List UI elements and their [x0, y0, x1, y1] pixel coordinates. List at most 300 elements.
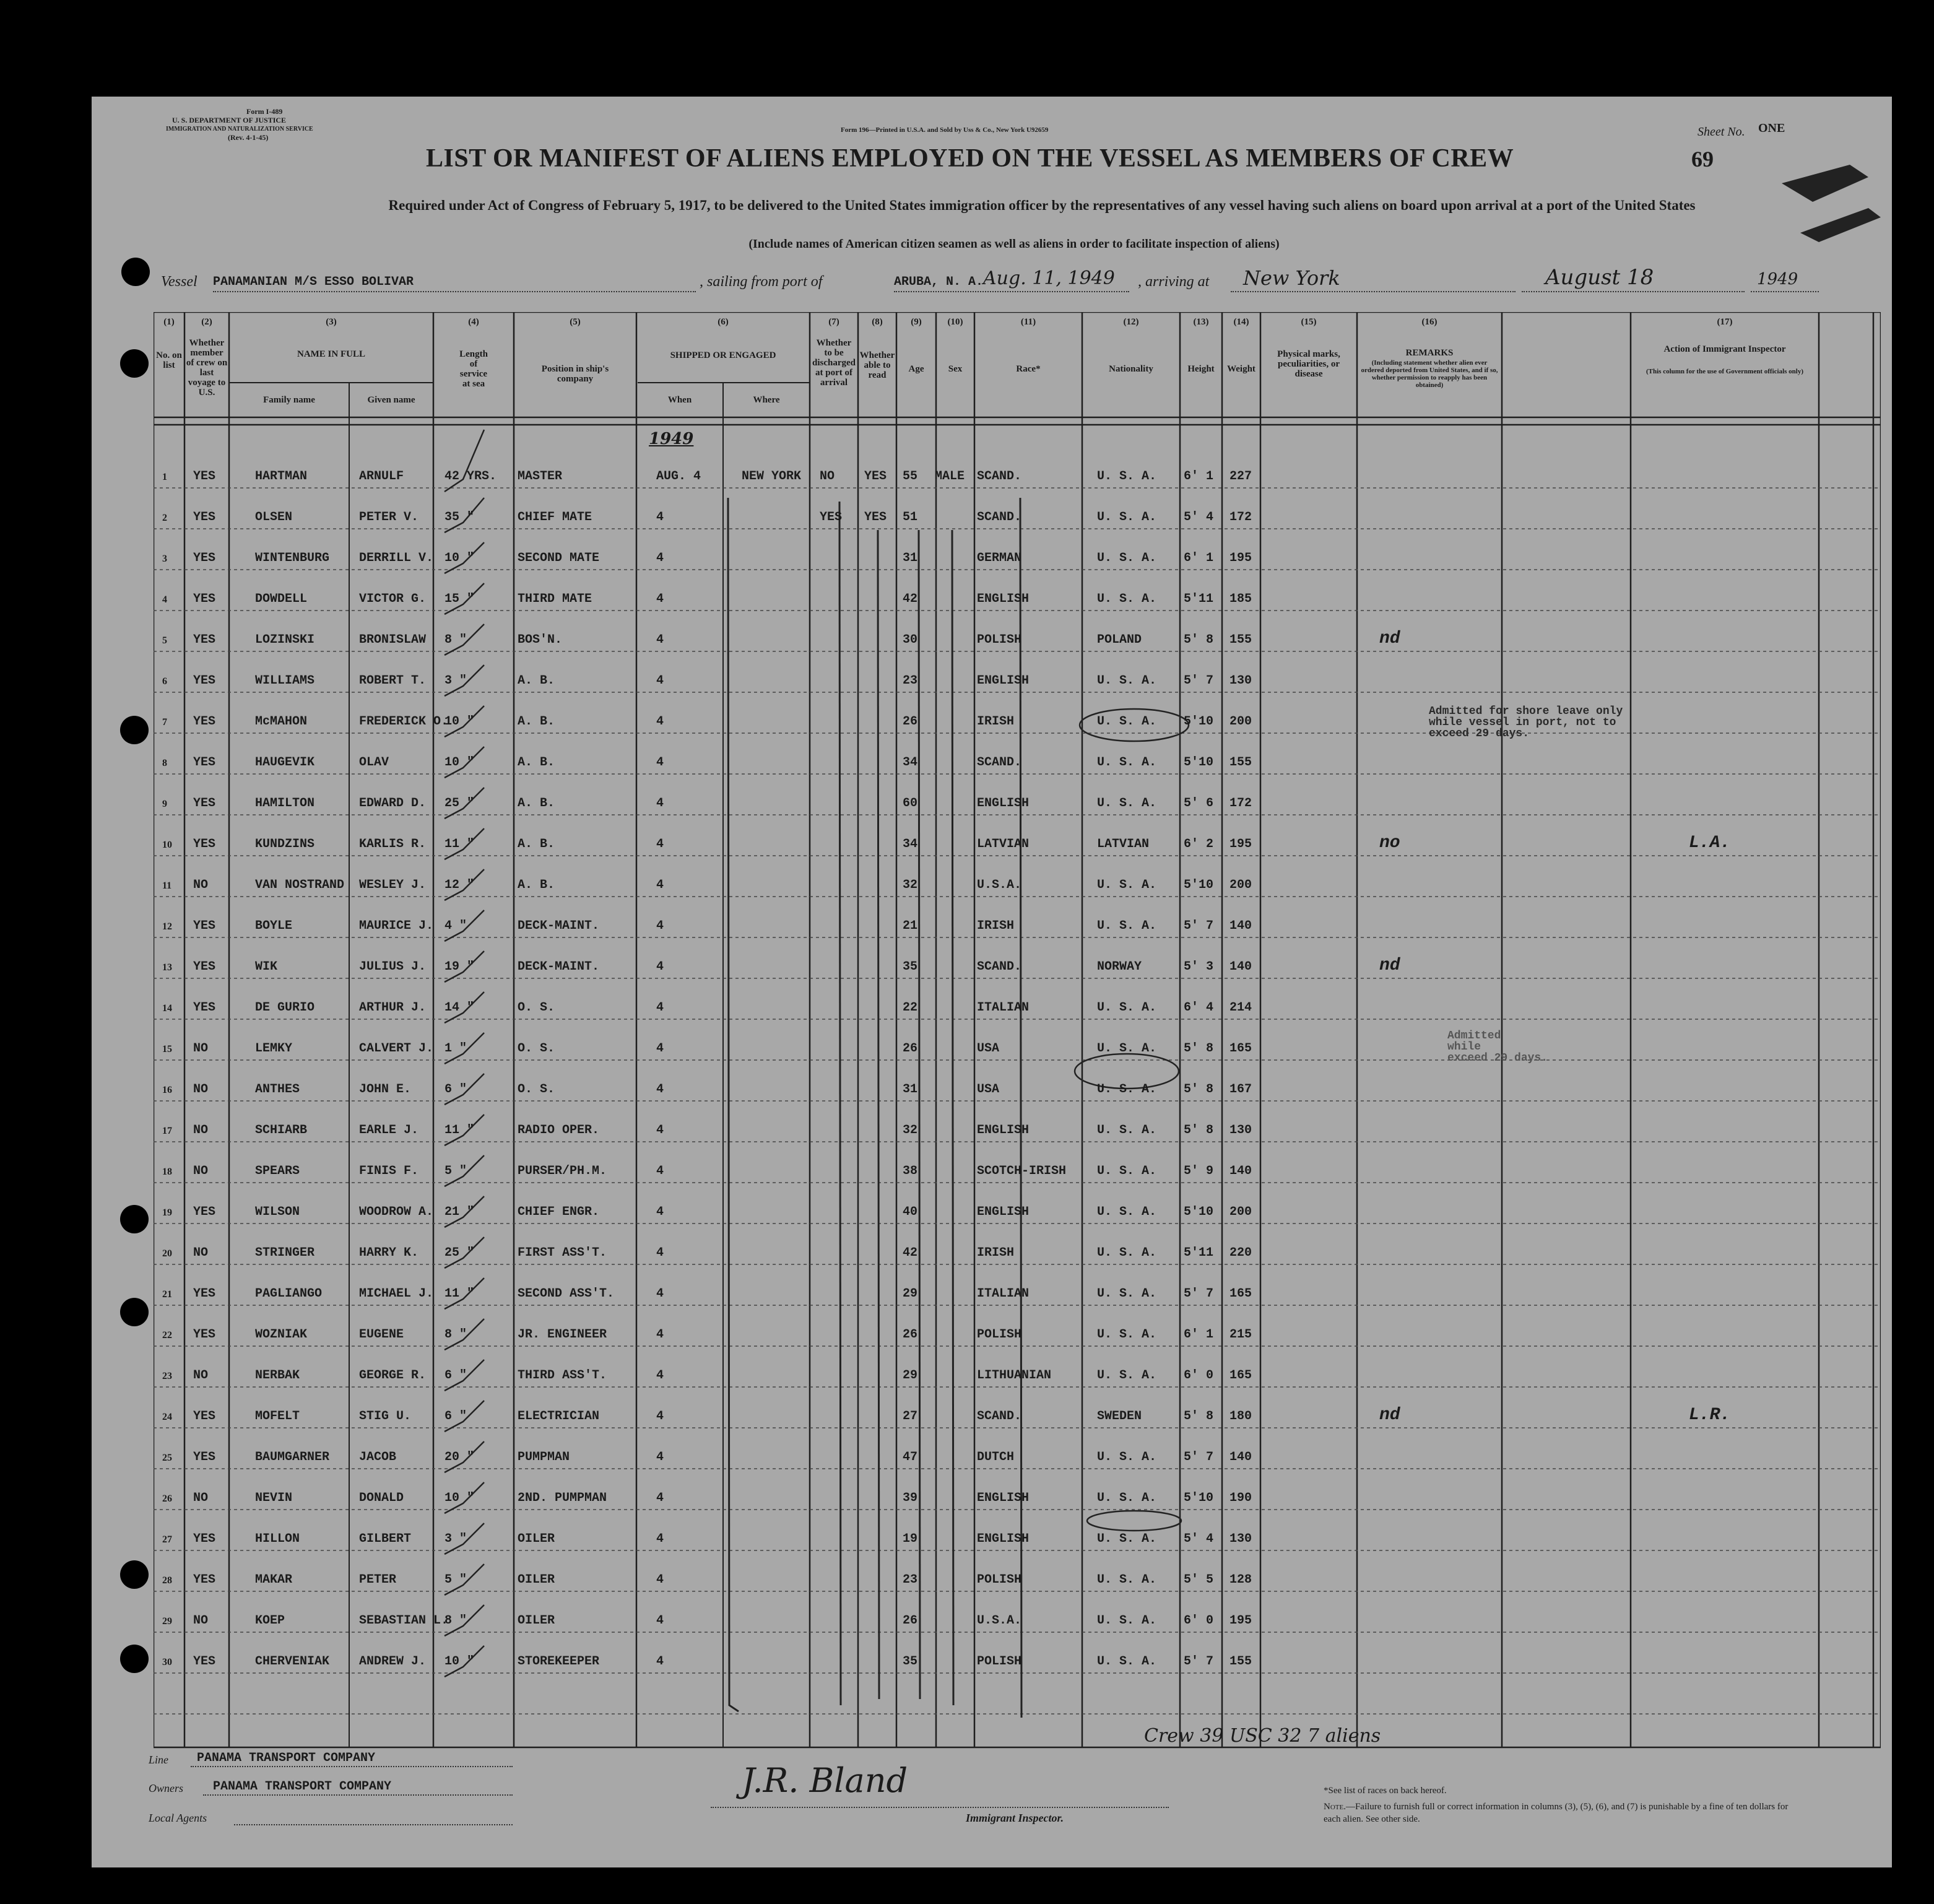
cell-remarks: no: [1379, 833, 1400, 853]
cell-service: 14 ": [444, 1001, 475, 1015]
cell-service: 10 ": [444, 1491, 475, 1505]
sheet-number: ONE: [1758, 121, 1785, 135]
cell-age: 26: [903, 1614, 918, 1628]
cell-no: 7: [162, 717, 167, 728]
cell-weight: 155: [1229, 1654, 1252, 1669]
cell-member: YES: [193, 796, 216, 811]
cell-family: LOZINSKI: [255, 633, 315, 647]
cell-position: O. S.: [518, 1001, 555, 1015]
cell-age: 60: [903, 796, 918, 811]
cell-given: ANDREW J.: [359, 1654, 427, 1669]
cell-family: WILSON: [255, 1205, 300, 1219]
cell-height: 6' 0: [1184, 1614, 1214, 1628]
cell-remarks: nd: [1379, 956, 1400, 975]
cell-weight: 172: [1229, 510, 1252, 524]
cell-race: GERMAN: [977, 551, 1022, 565]
cell-given: HARRY K.: [359, 1246, 419, 1260]
year-note: 1949: [649, 430, 694, 448]
printer-line: Form 196—Printed in U.S.A. and Sold by Uss & Co., New York U92659: [841, 126, 1049, 134]
cell-no: 28: [162, 1575, 172, 1586]
cell-sex: MALE: [935, 469, 965, 484]
cell-no: 22: [162, 1330, 172, 1341]
cell-no: 12: [162, 921, 172, 932]
cell-weight: 140: [1229, 919, 1252, 933]
table-row: [154, 1101, 1881, 1142]
cell-height: 5' 7: [1184, 674, 1214, 688]
service-name: IMMIGRATION AND NATURALIZATION SERVICE: [166, 126, 313, 133]
table-row: [154, 1510, 1881, 1550]
cell-member: NO: [193, 1246, 209, 1260]
line-value: PANAMA TRANSPORT COMPANY: [197, 1751, 376, 1765]
cell-family: MAKAR: [255, 1573, 293, 1587]
sailing-label: , sailing from port of: [700, 274, 823, 290]
owners-label: Owners: [149, 1782, 184, 1794]
cell-member: NO: [193, 1082, 209, 1097]
cell-no: 26: [162, 1493, 172, 1504]
binder-hole: [120, 1298, 149, 1326]
cell-position: DECK-MAINT.: [518, 919, 600, 933]
cell-member: YES: [193, 592, 216, 606]
cell-no: 19: [162, 1207, 172, 1218]
cell-given: EDWARD D.: [359, 796, 427, 811]
cell-race: SCAND.: [977, 469, 1022, 484]
col-11-number: (11): [1020, 317, 1036, 327]
cell-no: 9: [162, 799, 167, 809]
cell-weight: 140: [1229, 1164, 1252, 1178]
cell-member: YES: [193, 1573, 216, 1587]
cell-no: 30: [162, 1657, 172, 1667]
agency-name: U. S. DEPARTMENT OF JUSTICE: [172, 116, 287, 124]
cell-when: 4: [656, 1164, 664, 1178]
cell-weight: 220: [1229, 1246, 1252, 1260]
cell-height: 5' 6: [1184, 796, 1214, 811]
col-2-label: Whether member of crew on last voyage to U.S.: [186, 338, 228, 398]
cell-family: DOWDELL: [255, 592, 308, 606]
cell-when: 4: [656, 1491, 664, 1505]
cell-position: OILER: [518, 1532, 555, 1546]
cell-given: JACOB: [359, 1450, 397, 1464]
owners-value: PANAMA TRANSPORT COMPANY: [213, 1780, 392, 1794]
manifest-title: LIST OR MANIFEST OF ALIENS EMPLOYED ON THE VESSEL AS MEMBERS OF CREW: [426, 144, 1514, 173]
cell-position: DECK-MAINT.: [518, 960, 600, 974]
cell-height: 6' 2: [1184, 837, 1214, 851]
cell-height: 5' 7: [1184, 1450, 1214, 1464]
cell-race: U.S.A.: [977, 1614, 1022, 1628]
col-6-label: SHIPPED OR ENGAGED: [670, 350, 776, 360]
table-row: [154, 1224, 1881, 1264]
col-3-number: (3): [326, 317, 337, 327]
cell-height: 5' 8: [1184, 1082, 1214, 1097]
col-10-number: (10): [947, 317, 963, 327]
cell-position: CHIEF MATE: [518, 510, 592, 524]
cell-height: 5'11: [1184, 1246, 1214, 1260]
cell-weight: 130: [1229, 1123, 1252, 1137]
cell-member: YES: [193, 755, 216, 770]
col-6-when-label: When: [667, 395, 692, 405]
cell-weight: 130: [1229, 1532, 1252, 1546]
cell-nationality: U. S. A.: [1097, 1491, 1157, 1505]
arrival-date: August 18: [1545, 265, 1654, 290]
cell-age: 26: [903, 1041, 918, 1056]
cell-weight: 130: [1229, 674, 1252, 688]
cell-position: A. B.: [518, 796, 555, 811]
col-17-label: Action of Immigrant Inspector: [1663, 344, 1786, 354]
cell-nationality: U. S. A.: [1097, 592, 1157, 606]
cell-race: U.S.A.: [977, 878, 1022, 892]
col-9-number: (9): [911, 317, 922, 327]
cell-service: 10 ": [444, 715, 475, 729]
cell-read: YES: [864, 510, 887, 524]
stamp-note-row-13: [1447, 1030, 1548, 1064]
owners-underline: [203, 1794, 513, 1796]
cell-given: JULIUS J.: [359, 960, 427, 974]
cell-when: 4: [656, 919, 664, 933]
port-of-sailing: ARUBA, N. A.: [894, 275, 984, 289]
cell-no: 15: [162, 1044, 172, 1054]
cell-nationality: LATVIAN: [1097, 837, 1150, 851]
cell-member: YES: [193, 1287, 216, 1301]
table-row: [154, 447, 1881, 488]
cell-when: 4: [656, 1573, 664, 1587]
cell-nationality: U. S. A.: [1097, 1287, 1157, 1301]
cell-race: ENGLISH: [977, 1491, 1030, 1505]
cell-no: 6: [162, 676, 167, 687]
col-5-label: Position in ship's company: [541, 364, 609, 384]
cell-service: 11 ": [444, 1287, 475, 1301]
binder-hole: [120, 1560, 149, 1589]
cell-nationality: U. S. A.: [1097, 755, 1157, 770]
cell-family: BOYLE: [255, 919, 293, 933]
table-row: [154, 570, 1881, 611]
cell-family: HARTMAN: [255, 469, 308, 484]
cell-family: NEVIN: [255, 1491, 293, 1505]
agents-underline: [234, 1824, 513, 1825]
cell-service: 10 ": [444, 755, 475, 770]
cell-service: 25 ": [444, 1246, 475, 1260]
col-12-number: (12): [1123, 317, 1139, 327]
note-label: Note.: [1324, 1802, 1346, 1812]
cell-service: 6 ": [444, 1082, 467, 1097]
cell-weight: 128: [1229, 1573, 1252, 1587]
cell-when: 4: [656, 1041, 664, 1056]
table-row: [154, 1305, 1881, 1346]
note-text: —Failure to furnish full or correct information in columns (3), (5), (6), and (7) is punishable by a fine of ten dollars for each alien. See other side.: [1324, 1802, 1789, 1824]
cell-weight: 140: [1229, 1450, 1252, 1464]
cell-member: NO: [193, 1041, 209, 1056]
cell-given: BRONISLAW: [359, 633, 427, 647]
col-14-number: (14): [1233, 317, 1249, 327]
cell-nationality: U. S. A.: [1097, 1328, 1157, 1342]
col-3-label: NAME IN FULL: [297, 349, 365, 359]
cell-nationality: U. S. A.: [1097, 674, 1157, 688]
cell-nationality: U. S. A.: [1097, 1368, 1157, 1383]
cell-nationality: U. S. A.: [1097, 1082, 1157, 1097]
cell-age: 40: [903, 1205, 918, 1219]
cell-when: 4: [656, 1082, 664, 1097]
stamp-line: exceed 29 days.: [1447, 1052, 1548, 1064]
cell-service: 8 ": [444, 1614, 467, 1628]
cell-age: 51: [903, 510, 918, 524]
cell-read: YES: [864, 469, 887, 484]
cell-race: DUTCH: [977, 1450, 1015, 1464]
cell-family: HAMILTON: [255, 796, 315, 811]
cell-height: 5' 7: [1184, 1654, 1214, 1669]
cell-nationality: U. S. A.: [1097, 1450, 1157, 1464]
cell-position: BOS'N.: [518, 633, 563, 647]
col-13-label: Height: [1187, 364, 1215, 374]
table-row: [154, 611, 1881, 651]
cell-member: YES: [193, 1328, 216, 1342]
cell-member: YES: [193, 1409, 216, 1424]
cell-given: VICTOR G.: [359, 592, 427, 606]
cell-family: LEMKY: [255, 1041, 293, 1056]
cell-weight: 172: [1229, 796, 1252, 811]
cell-service: 3 ": [444, 1532, 467, 1546]
cell-race: ENGLISH: [977, 592, 1030, 606]
cell-family: McMAHON: [255, 715, 308, 729]
cell-race: SCAND.: [977, 755, 1022, 770]
cell-position: SECOND MATE: [518, 551, 600, 565]
cell-height: 5' 8: [1184, 1123, 1214, 1137]
cell-service: 35 ": [444, 510, 475, 524]
cell-age: 34: [903, 755, 918, 770]
col-17-sublabel: (This column for the use of Government officials only): [1646, 368, 1803, 375]
col-17-number: (17): [1717, 317, 1733, 327]
cell-given: SEBASTIAN L.: [359, 1614, 449, 1628]
cell-age: 26: [903, 715, 918, 729]
cell-no: 17: [162, 1126, 172, 1136]
cell-when: 4: [656, 592, 664, 606]
cell-no: 27: [162, 1534, 172, 1545]
cell-position: O. S.: [518, 1082, 555, 1097]
cell-discharge: NO: [820, 469, 835, 484]
cell-member: NO: [193, 878, 209, 892]
agents-label: Local Agents: [149, 1812, 207, 1824]
cell-height: 5' 8: [1184, 1041, 1214, 1056]
cell-where: NEW YORK: [742, 469, 802, 484]
cell-when: 4: [656, 1328, 664, 1342]
cell-member: YES: [193, 674, 216, 688]
cell-when: 4: [656, 878, 664, 892]
cell-family: HILLON: [255, 1532, 300, 1546]
col-16-number: (16): [1421, 317, 1437, 327]
cell-family: PAGLIANGO: [255, 1287, 323, 1301]
table-row: [154, 488, 1881, 529]
table-row: [154, 1632, 1881, 1673]
cell-race: IRISH: [977, 919, 1015, 933]
cell-when: 4: [656, 1614, 664, 1628]
vessel-label: Vessel: [161, 274, 197, 290]
cell-height: 6' 1: [1184, 469, 1214, 484]
cell-when: 4: [656, 796, 664, 811]
cell-action: L.A.: [1689, 833, 1731, 853]
table-row: [154, 1428, 1881, 1469]
stamp-line: Admitted for shore leave only: [1429, 705, 1623, 718]
cell-no: 10: [162, 840, 172, 850]
cell-family: BAUMGARNER: [255, 1450, 330, 1464]
cell-service: 3 ": [444, 674, 467, 688]
cell-service: 10 ": [444, 551, 475, 565]
cell-nationality: U. S. A.: [1097, 1001, 1157, 1015]
cell-member: YES: [193, 919, 216, 933]
cell-age: 47: [903, 1450, 918, 1464]
stamp-line: while vessel in port, not to: [1429, 716, 1616, 729]
col-3-given-label: Given name: [367, 395, 415, 405]
cell-service: 19 ": [444, 960, 475, 974]
cell-given: WOODROW A.: [359, 1205, 434, 1219]
cell-age: 42: [903, 592, 918, 606]
cell-service: 21 ": [444, 1205, 475, 1219]
cell-weight: 215: [1229, 1328, 1252, 1342]
cell-when: 4: [656, 1287, 664, 1301]
table-row: [154, 1550, 1881, 1591]
cell-weight: 200: [1229, 878, 1252, 892]
table-row: [154, 856, 1881, 897]
vessel-name: PANAMANIAN M/S ESSO BOLIVAR: [213, 275, 414, 289]
col-5-number: (5): [570, 317, 581, 327]
col-7-number: (7): [828, 317, 839, 327]
cell-nationality: U. S. A.: [1097, 1573, 1157, 1587]
stamp-note-row-5: [1429, 706, 1623, 739]
cell-position: OILER: [518, 1614, 555, 1628]
cell-service: 20 ": [444, 1450, 475, 1464]
cell-given: PETER V.: [359, 510, 419, 524]
cell-age: 30: [903, 633, 918, 647]
cell-given: DONALD: [359, 1491, 404, 1505]
cell-given: MAURICE J.: [359, 919, 434, 933]
cell-race: IRISH: [977, 1246, 1015, 1260]
cell-member: YES: [193, 837, 216, 851]
cell-given: ARTHUR J.: [359, 1001, 427, 1015]
cell-position: SECOND ASS'T.: [518, 1287, 615, 1301]
cell-age: 23: [903, 1573, 918, 1587]
binder-hole: [120, 349, 149, 378]
inspector-signature: J.R. Bland: [742, 1761, 908, 1800]
cell-position: 2ND. PUMPMAN: [518, 1491, 607, 1505]
cell-age: 22: [903, 1001, 918, 1015]
cell-when: 4: [656, 1450, 664, 1464]
cell-service: 42 YRS.: [444, 469, 497, 484]
table-row: [154, 1060, 1881, 1101]
date-underline: [1522, 291, 1745, 292]
cell-given: DERRILL V.: [359, 551, 434, 565]
port-underline: [894, 291, 1129, 292]
page-mark: 69: [1691, 147, 1714, 172]
cell-no: 4: [162, 594, 167, 605]
cell-nationality: U. S. A.: [1097, 1654, 1157, 1669]
cell-member: YES: [193, 1654, 216, 1669]
form-number: Form I-489: [246, 107, 283, 116]
cell-given: FREDERICK O.: [359, 715, 449, 729]
cell-family: WINTENBURG: [255, 551, 330, 565]
cell-member: NO: [193, 1368, 209, 1383]
cell-weight: 165: [1229, 1368, 1252, 1383]
cell-position: THIRD MATE: [518, 592, 592, 606]
cell-given: ARNULF: [359, 469, 404, 484]
cell-given: GEORGE R.: [359, 1368, 427, 1383]
table-row: [154, 1591, 1881, 1632]
table-row: [154, 897, 1881, 937]
cell-age: 31: [903, 551, 918, 565]
col-11-label: Race*: [1016, 364, 1041, 374]
cell-member: NO: [193, 1123, 209, 1137]
col-16-label: REMARKS: [1405, 348, 1454, 358]
binder-hole: [121, 258, 150, 286]
cell-race: LITHUANIAN: [977, 1368, 1052, 1383]
cell-race: ENGLISH: [977, 1532, 1030, 1546]
cell-position: OILER: [518, 1573, 555, 1587]
col-1-label: No. on list: [156, 350, 182, 370]
cell-when: 4: [656, 755, 664, 770]
cell-when: 4: [656, 1654, 664, 1669]
cell-age: 19: [903, 1532, 918, 1546]
inspector-label: Immigrant Inspector.: [966, 1812, 1064, 1824]
form-revision: (Rev. 4-1-45): [228, 133, 269, 142]
cell-member: NO: [193, 1491, 209, 1505]
cell-nationality: U. S. A.: [1097, 1246, 1157, 1260]
cell-position: CHIEF ENGR.: [518, 1205, 600, 1219]
cell-when: 4: [656, 715, 664, 729]
cell-given: EARLE J.: [359, 1123, 419, 1137]
cell-race: USA: [977, 1041, 1000, 1056]
col-1-number: (1): [163, 317, 175, 327]
cell-race: POLISH: [977, 1328, 1022, 1342]
cell-height: 5' 9: [1184, 1164, 1214, 1178]
cell-member: YES: [193, 1532, 216, 1546]
signature-underline: [711, 1807, 1169, 1808]
col-10-label: Sex: [948, 364, 963, 374]
cell-race: ENGLISH: [977, 1205, 1030, 1219]
cell-age: 39: [903, 1491, 918, 1505]
stamp-line: Admitted: [1447, 1030, 1501, 1042]
cell-member: YES: [193, 1205, 216, 1219]
table-row: [154, 1264, 1881, 1305]
col-12-label: Nationality: [1109, 364, 1153, 374]
cell-age: 32: [903, 1123, 918, 1137]
cell-member: YES: [193, 1450, 216, 1464]
arrival-year: 1949: [1757, 270, 1798, 289]
cell-position: A. B.: [518, 878, 555, 892]
col-15-number: (15): [1301, 317, 1317, 327]
cell-age: 42: [903, 1246, 918, 1260]
cell-age: 32: [903, 878, 918, 892]
col-8-number: (8): [872, 317, 883, 327]
arriving-label: , arriving at: [1138, 274, 1210, 290]
cell-age: 27: [903, 1409, 918, 1424]
cell-weight: 200: [1229, 1205, 1252, 1219]
col-6-where-label: Where: [753, 395, 780, 405]
cell-when: 4: [656, 1368, 664, 1383]
cell-service: 8 ": [444, 1328, 467, 1342]
cell-race: ENGLISH: [977, 796, 1030, 811]
cell-no: 16: [162, 1085, 172, 1095]
col-6-number: (6): [718, 317, 729, 327]
cell-height: 5' 5: [1184, 1573, 1214, 1587]
cell-no: 2: [162, 513, 167, 523]
cell-member: YES: [193, 510, 216, 524]
cell-member: NO: [193, 1164, 209, 1178]
cell-no: 11: [162, 880, 172, 891]
cell-when: 4: [656, 1123, 664, 1137]
cell-member: YES: [193, 960, 216, 974]
line-label: Line: [149, 1754, 169, 1766]
vessel-underline: [213, 291, 696, 292]
line-underline: [191, 1766, 513, 1767]
cell-service: 11 ": [444, 837, 475, 851]
cell-when: 4: [656, 1001, 664, 1015]
cell-when: 4: [656, 1205, 664, 1219]
cell-no: 5: [162, 635, 167, 646]
